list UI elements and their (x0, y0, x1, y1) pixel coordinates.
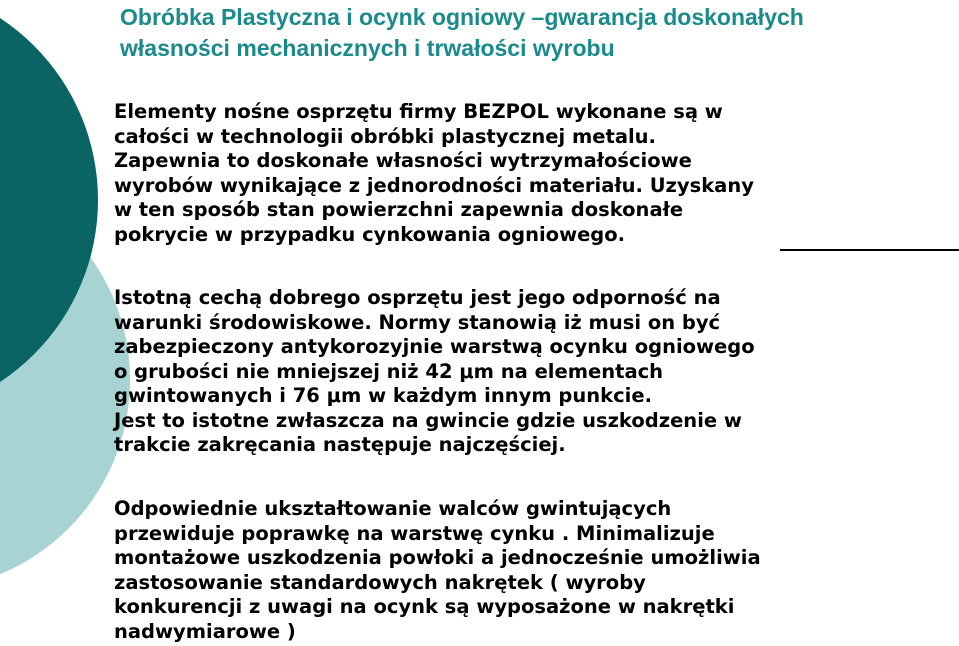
text-line: przewiduje poprawkę na warstwę cynku . Minimalizuje (114, 521, 715, 545)
text-line: w ten sposób stan powierzchni zapewnia doskonałe (114, 198, 684, 221)
text-line: o grubości nie mniejszej niż 42 μm na elementach (114, 359, 664, 383)
text-line: zabezpieczony antykorozyjnie warstwą ocynku ogniowego (114, 335, 755, 358)
text-line: Zapewnia to doskonałe własności wytrzymałościowe (114, 149, 692, 172)
text-line: wyrobów wynikające z jednorodności materiału. Uzyskany (114, 173, 754, 197)
text-line: całości w technologii obróbki plastycznej metalu. (114, 124, 656, 148)
title-line: Obróbka Plastyczna i ocynk ogniowy –gwarancja doskonałych (120, 4, 804, 30)
text-line: Jest to istotne zwłaszcza na gwincie gdzie uszkodzenie w (114, 408, 742, 432)
text-line: trakcie zakręcania następuje najczęściej. (114, 433, 566, 456)
text-line: konkurencji z uwagi na ocynk są wyposażone w nakrętki (114, 595, 735, 618)
text-line: montażowe uszkodzenia powłoki a jednocześnie umożliwia (114, 546, 761, 569)
text-line: gwintowanych i 76 μm w każdym innym punkcie. (114, 384, 653, 407)
text-line: Istotną cechą dobrego osprzętu jest jego odporność na (114, 286, 721, 309)
text-line: Elementy nośne osprzętu firmy BEZPOL wykonane są w (114, 100, 723, 123)
text-line: warunki środowiskowe. Normy stanowią iż musi on być (114, 310, 721, 334)
text-line: nadwymiarowe ) (114, 619, 296, 643)
paragraph-bezpol-elements (114, 100, 954, 247)
title-line: własności mechanicznych i trwałości wyrobu (120, 35, 615, 61)
horizontal-rule (780, 249, 959, 251)
text-line: Odpowiednie ukształtowanie walców gwintujących (114, 497, 672, 520)
slide-title (120, 2, 955, 64)
paragraph-corrosion-resistance (114, 286, 954, 458)
text-line: pokrycie w przypadku cynkowania ogniowego. (114, 222, 626, 246)
text-line: zastosowanie standardowych nakrętek ( wyroby (114, 570, 646, 594)
paragraph-thread-rollers (114, 497, 954, 644)
